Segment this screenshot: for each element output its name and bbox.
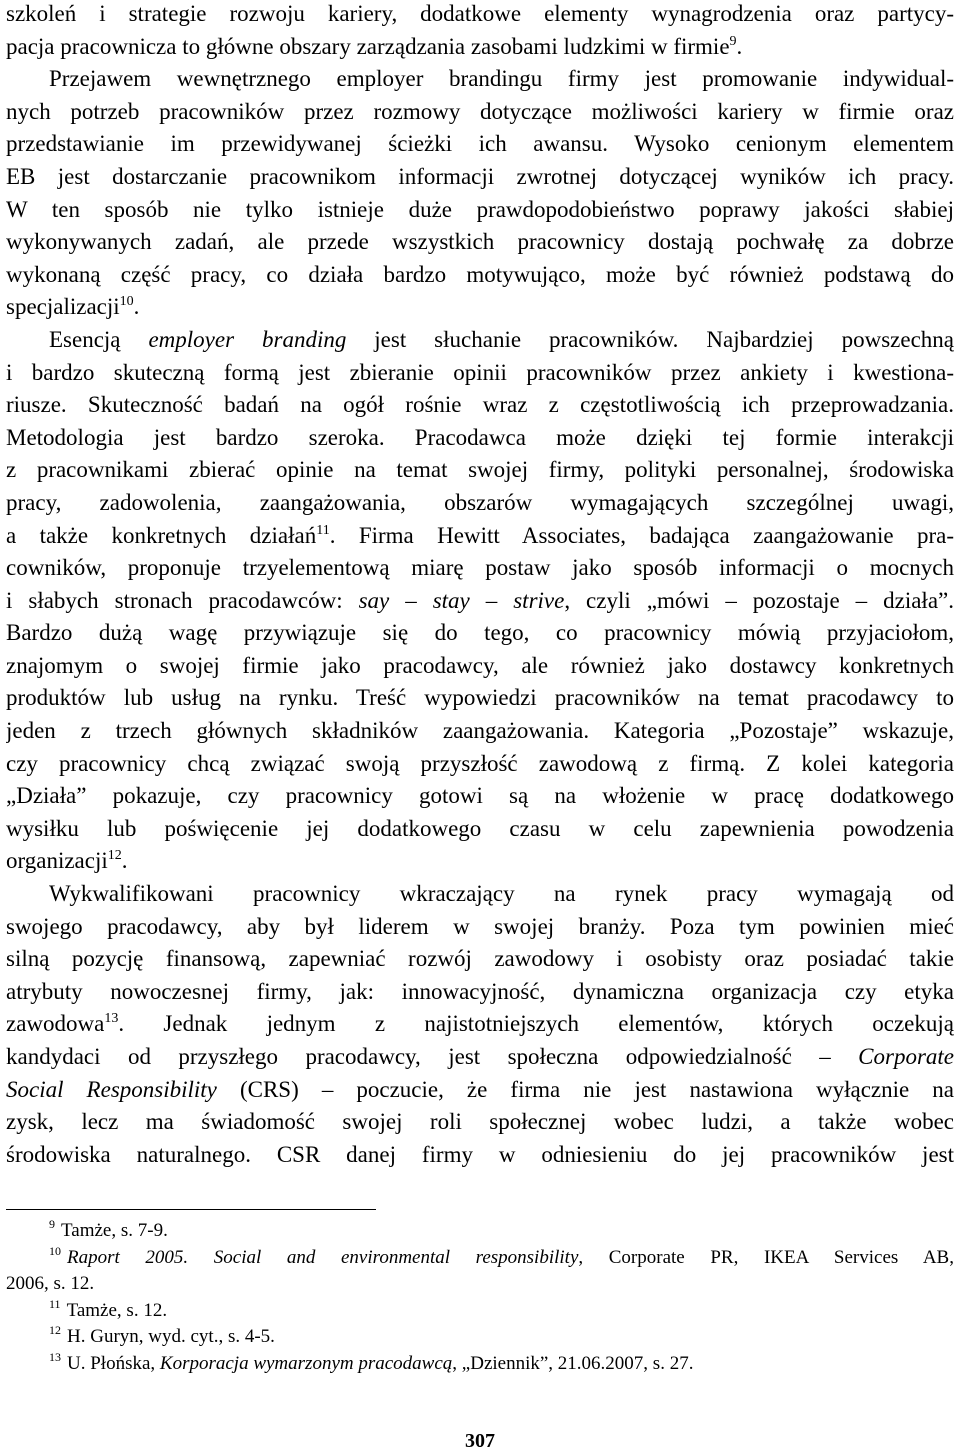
text-line: czy pracownicy chcą związać swoją przyszłość zawodową z firmą. Z kolei kategoria [6,750,954,776]
text-line: zysk, lecz ma świadomość swojej roli społecznej wobec ludzi, a także wobec [6,1109,954,1135]
text-line: „Działa” pokazuje, czy pracownicy gotowi są na włożenie w pracę dodatkowego [6,783,954,809]
text-line: nych potrzeb pracowników przez rozmowy dotyczące możliwości kariery w firmie oraz [6,98,954,124]
text-line: i słabych stronach pracodawców: say – stay – strive, czyli „mówi – pozostaje – działa”. [6,587,954,613]
footnote-ref: 13 [104,1011,119,1027]
text-line: pacja pracownicza to główne obszary zarządzania zasobami ludzkimi w firmie$^9$. [6,33,743,59]
text-line: Przejawem wewnętrznego employer brandingu firmy jest promowanie indywidual- [49,66,954,92]
text-line: wykonaną część pracy, co działa bardzo motywująco, może być również podstawą do [6,261,954,287]
footnote-number: 11 [49,1297,61,1311]
footnotes [6,1218,954,1377]
text-line: EB jest dostarczanie pracownikom informacji zwrotnej dotyczącej wyników ich pracy. [6,163,954,189]
text-line: środowiska naturalnego. CSR danej firmy w odniesieniu do jej pracowników jest [6,1141,954,1167]
text-line: zawodowa$^{13}$. Jednak jednym z najistotniejszych elementów, których oczekują [6,1011,954,1037]
footnote-separator [6,1209,376,1210]
page-number: 307 [465,1430,495,1452]
text-line: riusze. Skuteczność badań na ogół rośnie wraz z częstotliwością ich przeprowadzania. [6,392,954,418]
footnote-number: 10 [49,1244,61,1258]
text-line: swojego pracodawcy, aby był liderem w swojej branży. Poza tym powinien mieć [6,913,954,939]
footnote: $^{13}$ U. Płońska, Korporacja wymarzonym pracodawcą, „Dziennik”, 21.06.2007, s. 27. [49,1350,694,1374]
text-line: Esencją employer branding jest słuchanie pracowników. Najbardziej powszechną [49,326,954,352]
footnote-ref: 12 [107,848,122,864]
body-text [6,0,954,1171]
text-line: z pracownikami zbierać opinie na temat swojej firmy, polityki personalnej, środowiska [6,457,954,483]
text-line: pracy, zadowolenia, zaangażowania, obszarów wymagających szczególnej uwagi, [6,489,954,515]
footnote: $^{11}$ Tamże, s. 12. [49,1297,168,1321]
text-line: atrybuty nowoczesnej firmy, jak: innowacyjność, dynamiczna organizacja czy etyka [6,978,954,1004]
text-line: szkoleń i strategie rozwoju kariery, dodatkowe elementy wynagrodzenia oraz partycy- [6,1,954,26]
footnote-number: 13 [49,1350,61,1364]
text-line: kandydaci od przyszłego pracodawcy, jest społeczna odpowiedzialność – Corporate [6,1044,954,1069]
text-line: znajomym o swojej firmie jako pracodawcy, ale również jako dostawcy konkretnych [6,652,954,678]
footnote-number: 9 [49,1218,55,1231]
text-line: cowników, proponuje trzyelementową miarę postaw jako sposób informacji o mocnych [6,555,954,581]
footnote: $^{12}$ H. Guryn, wyd. cyt., s. 4-5. [49,1324,275,1347]
text-line: wysiłku lub poświęcenie jej dodatkowego czasu w celu zapewnienia powodzenia [6,815,954,841]
text-line: specjalizacji$^{10}$. [6,294,140,320]
text-line: Metodologia jest bardzo szeroka. Pracodawca może dzięki tej formie interakcji [6,424,954,450]
text-line: i bardzo skuteczną formą jest zbieranie opinii pracowników przez ankiety i kwestiona- [6,359,954,385]
text-line: produktów lub usług na rynku. Treść wypowiedzi pracowników na temat pracodawcy to [6,685,954,711]
footnote-ref: 10 [119,294,134,310]
text-line: organizacji$^{12}$. [6,848,128,874]
footnote-ref: 9 [729,33,737,49]
text-line: jeden z trzech głównych składników zaangażowania. Kategoria „Pozostaje” wskazuje, [6,718,954,744]
text-line: Social Responsibility (CRS) – poczucie, że firma nie jest nastawiona wyłącznie na [6,1076,954,1102]
footnote-ref: 11 [316,522,330,538]
text-line: wykonywanych zadań, ale przede wszystkich pracownicy dostają pochwałę za dobrze [6,229,954,255]
text-line: W ten sposób nie tylko istnieje duże prawdopodobieństwo poprawy jakości słabiej [6,196,954,222]
text-line: Bardzo dużą wagę przywiązuje się do tego, co pracownicy mówią przyjaciołom, [6,620,954,646]
text-line: a także konkretnych działań$^{11}$. Firma Hewitt Associates, badająca zaangażowanie pra- [6,522,954,548]
footnote: $^9$ Tamże, s. 7-9. [49,1218,168,1241]
footnote-number: 12 [49,1324,61,1337]
text-line: Wykwalifikowani pracownicy wkraczający na rynek pracy wymagają od [49,881,954,907]
footnote-continuation: 2006, s. 12. [6,1273,95,1294]
footnote: $^{10}$ Raport 2005. Social and environmental responsibility, Corporate PR, IKEA Services AB, [49,1244,954,1268]
text-line: przedstawianie im przewidywanej ścieżki ich awansu. Wysoko cenionym elementem [6,131,954,157]
text-line: silną pozycję finansową, zapewniać rozwój zawodowy i osobisty oraz posiadać takie [6,946,954,972]
